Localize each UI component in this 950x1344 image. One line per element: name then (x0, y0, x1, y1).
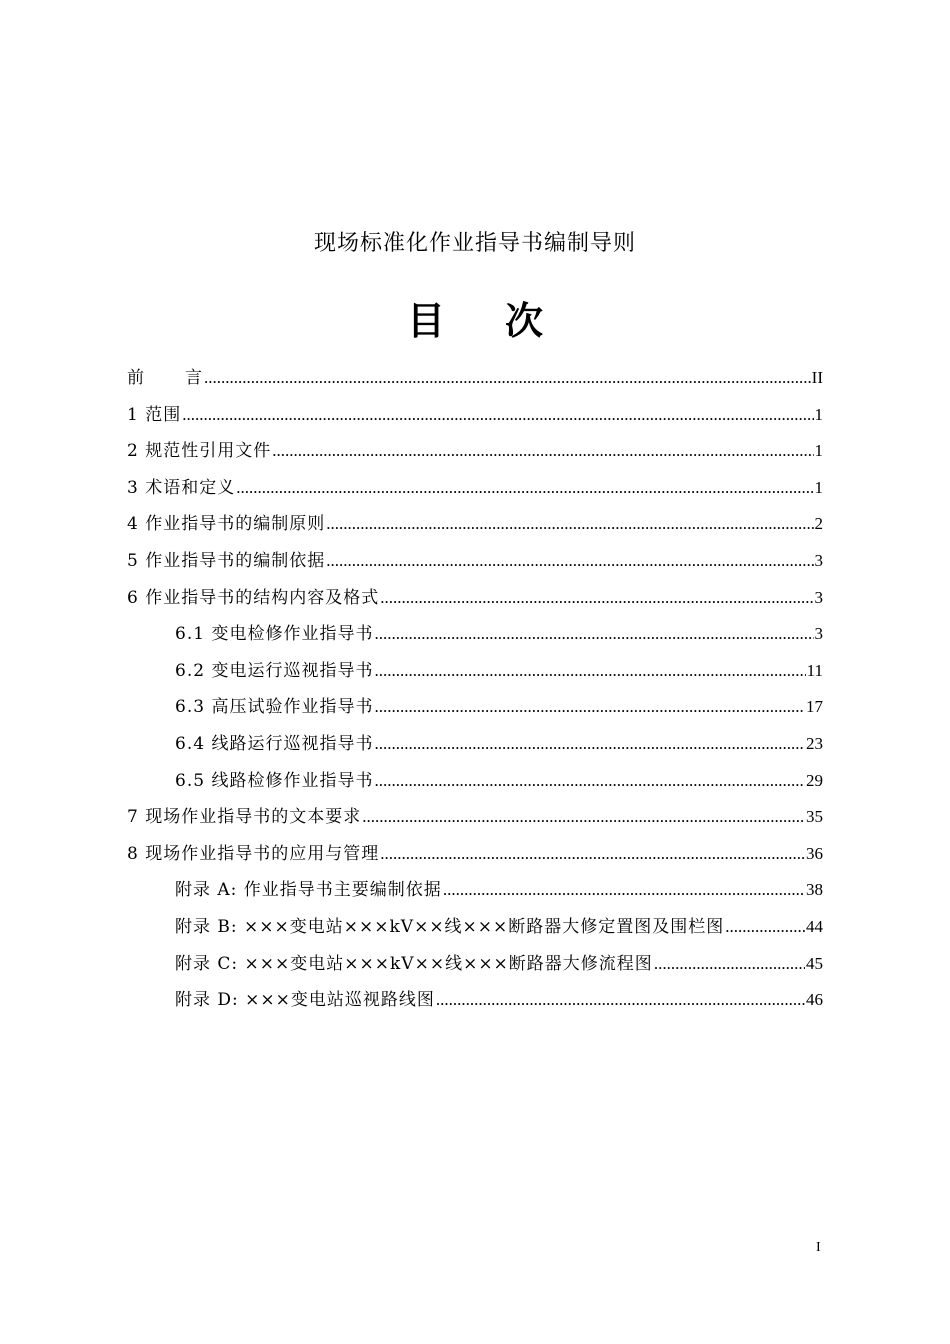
toc-entry-label: 6.3 高压试验作业指导书 (175, 697, 374, 718)
toc-entry-appendix-c[interactable] (127, 949, 823, 986)
toc-dot-leader (374, 734, 805, 754)
toc-entry-label: 附录 D: ×××变电站巡视路线图 (175, 990, 435, 1011)
toc-entry-structure-format[interactable] (127, 583, 823, 620)
toc-heading-char-1: 目 (406, 298, 445, 343)
toc-page-number: 3 (814, 624, 823, 644)
toc-page-number: 36 (806, 843, 823, 863)
toc-page-number: II (811, 368, 823, 387)
toc-entry-label: 6.2 变电运行巡视指导书 (175, 660, 374, 681)
toc-entry-label: 6.1 变电检修作业指导书 (175, 624, 374, 645)
toc-dot-leader (654, 954, 805, 974)
toc-entry-label: 1 范围 (127, 404, 182, 425)
toc-entry-label: 6.4 线路运行巡视指导书 (175, 733, 374, 754)
toc-entry-label: 附录 A: 作业指导书主要编制依据 (175, 880, 442, 901)
toc-page-number: 1 (814, 441, 823, 461)
toc-label-part: 言 (185, 368, 203, 388)
toc-dot-leader (362, 807, 805, 827)
toc-dot-leader (380, 844, 805, 864)
toc-entry-appendix-b[interactable] (127, 912, 823, 949)
toc-entry-label (127, 363, 203, 388)
toc-dot-leader (374, 661, 805, 681)
toc-entry-scope[interactable] (127, 400, 823, 437)
toc-entry-preface[interactable] (127, 363, 823, 400)
toc-entry-appendix-a[interactable] (127, 875, 823, 912)
toc-heading (0, 290, 950, 345)
toc-entry-label: 2 规范性引用文件 (127, 441, 272, 462)
page-number: I (816, 1240, 821, 1255)
toc-dot-leader (374, 771, 805, 791)
toc-entry-label: 5 作业指导书的编制依据 (127, 550, 326, 571)
toc-entry-label: 附录 C: ×××变电站×××kV××线×××断路器大修流程图 (175, 953, 653, 974)
toc-page-number: 1 (814, 404, 823, 424)
toc-entry-label: 6 作业指导书的结构内容及格式 (127, 587, 380, 608)
toc-dot-leader (326, 551, 813, 571)
toc-entry-label: 8 现场作业指导书的应用与管理 (127, 843, 380, 864)
toc-page-number: 46 (806, 990, 823, 1010)
toc-entry-terms-definitions[interactable] (127, 473, 823, 510)
toc-dot-leader (436, 990, 805, 1010)
table-of-contents (127, 363, 823, 1022)
toc-page-number: 35 (806, 807, 823, 827)
toc-entry-6-5[interactable] (127, 766, 823, 803)
toc-page-number: 3 (814, 587, 823, 607)
toc-page-number: 2 (814, 514, 823, 534)
toc-dot-leader (380, 588, 813, 608)
toc-entry-6-4[interactable] (127, 729, 823, 766)
toc-heading-char-2: 次 (505, 298, 544, 343)
toc-entry-basis[interactable] (127, 546, 823, 583)
toc-page-number: 29 (806, 770, 823, 790)
toc-entry-text-requirements[interactable] (127, 802, 823, 839)
toc-dot-leader (443, 880, 805, 900)
toc-entry-appendix-d[interactable] (127, 985, 823, 1022)
toc-entry-label: 附录 B: ×××变电站×××kV××线×××断路器大修定置图及围栏图 (175, 916, 725, 937)
toc-page-number: 38 (806, 880, 823, 900)
toc-page-number: 11 (806, 660, 823, 680)
toc-page-number: 23 (806, 733, 823, 753)
toc-page-number: 45 (806, 953, 823, 973)
toc-entry-application-management[interactable] (127, 839, 823, 876)
toc-page-number: 17 (806, 697, 823, 717)
toc-entry-label: 3 术语和定义 (127, 477, 236, 498)
toc-dot-leader (236, 478, 813, 498)
toc-entry-6-3[interactable] (127, 692, 823, 729)
document-title: 现场标准化作业指导书编制导则 (313, 231, 636, 256)
toc-entry-label: 4 作业指导书的编制原则 (127, 514, 326, 535)
toc-entry-6-1[interactable] (127, 619, 823, 656)
toc-dot-leader (326, 514, 813, 534)
toc-entry-6-2[interactable] (127, 656, 823, 693)
toc-page-number: 44 (806, 916, 823, 936)
toc-dot-leader (374, 697, 805, 717)
toc-entry-normative-references[interactable] (127, 436, 823, 473)
toc-dot-leader (182, 405, 813, 425)
toc-dot-leader (204, 368, 811, 388)
toc-dot-leader (272, 441, 813, 461)
toc-entry-label: 7 现场作业指导书的文本要求 (127, 807, 362, 828)
toc-dot-leader (374, 624, 813, 644)
toc-dot-leader (725, 917, 805, 937)
toc-entry-label: 6.5 线路检修作业指导书 (175, 770, 374, 791)
toc-page-number: 1 (814, 477, 823, 497)
toc-label-part: 前 (127, 368, 145, 388)
toc-page-number: 3 (814, 550, 823, 570)
toc-entry-principles[interactable] (127, 509, 823, 546)
